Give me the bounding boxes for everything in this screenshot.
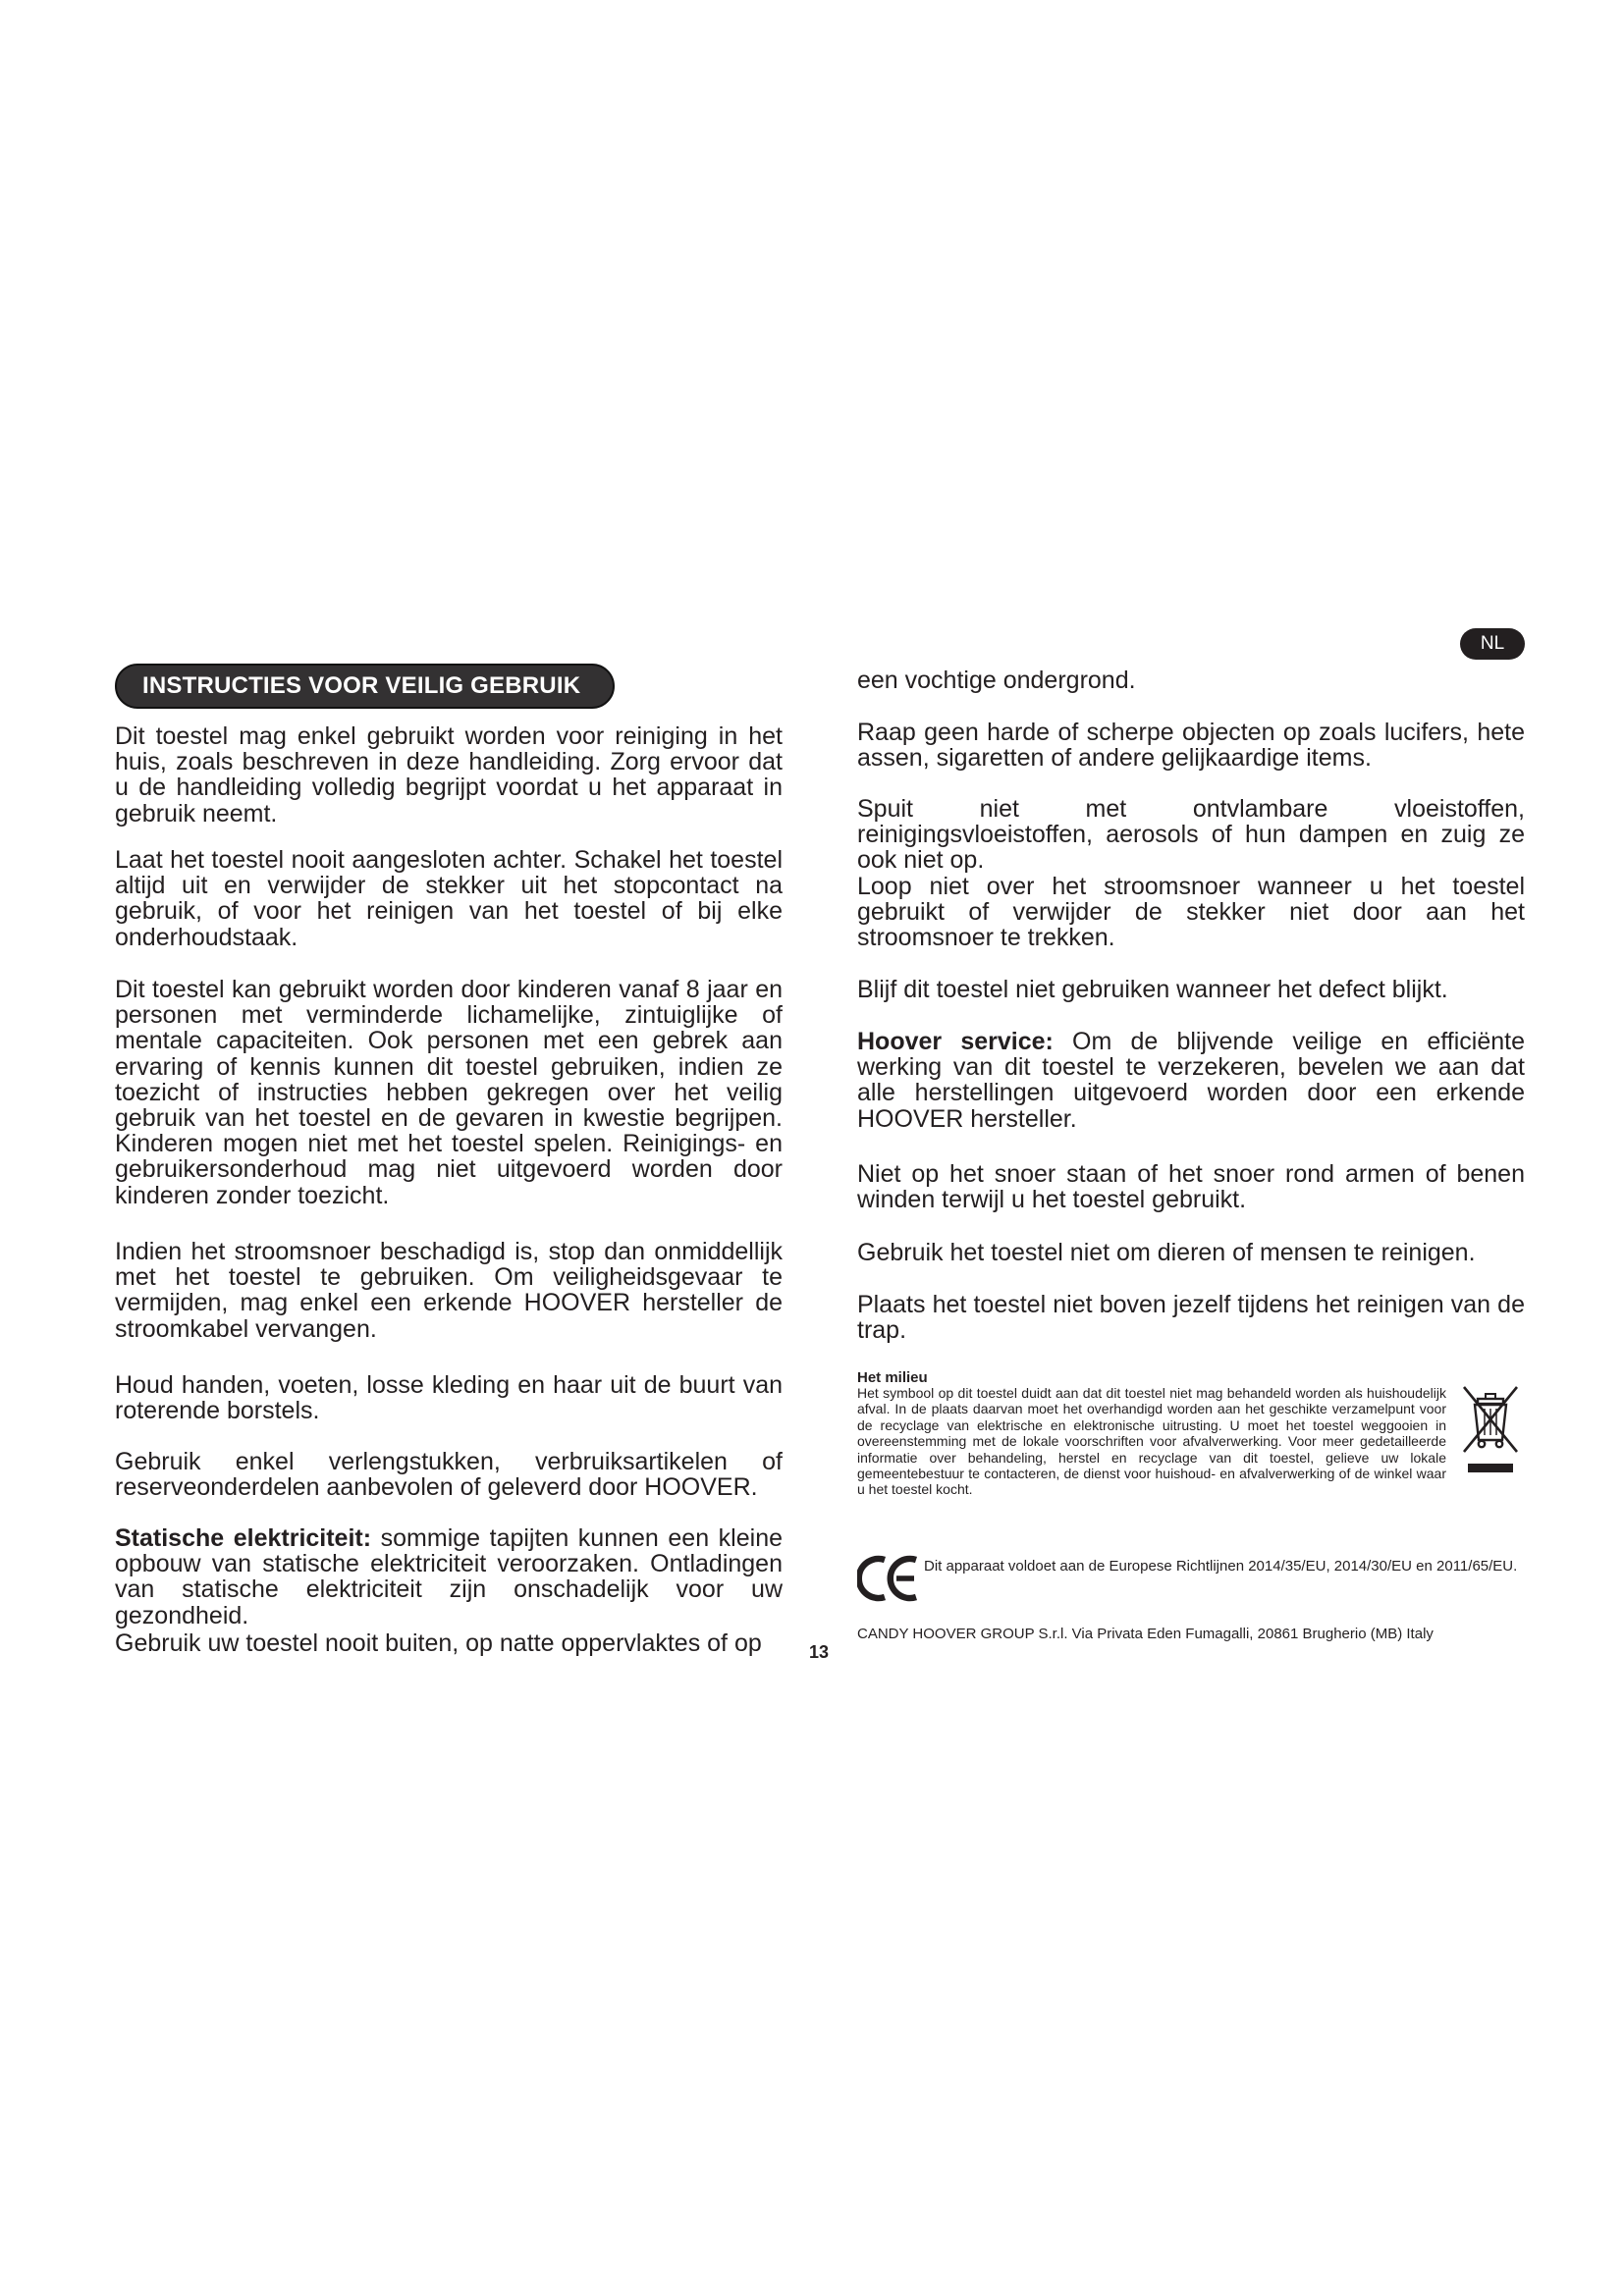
right-paragraph-2: Raap geen harde of scherpe objecten op zoals lucifers, hete assen, sigaretten of andere gelijkaardige items.	[857, 719, 1525, 773]
right-paragraph-3: Spuit niet met ontvlambare vloeistoffen, reinigingsvloeistoffen, aerosols of hun dampen en zuig ze ook niet op.	[857, 795, 1525, 875]
right-paragraph-1: een vochtige ondergrond.	[857, 667, 1136, 694]
right-paragraph-4: Loop niet over het stroomsnoer wanneer u het toestel gebruikt of verwijder de stekker niet door aan het stroomsnoer te trekken.	[857, 873, 1525, 952]
environment-block	[857, 1385, 1525, 1498]
ce-declaration: Dit apparaat voldoet aan de Europese Richtlijnen 2014/35/EU, 2014/30/EU en 2011/65/EU.	[924, 1558, 1518, 1575]
right-paragraph-9: Plaats het toestel niet boven jezelf tijdens het reinigen van de trap.	[857, 1291, 1525, 1345]
static-electricity-heading: Statische elektriciteit:	[115, 1524, 372, 1552]
weee-symbol	[1454, 1383, 1525, 1491]
environment-title: Het milieu	[857, 1369, 928, 1386]
right-paragraph-8: Gebruik het toestel niet om dieren of mensen te reinigen.	[857, 1239, 1476, 1266]
left-paragraph-2: Laat het toestel nooit aangesloten achter. Schakel het toestel altijd uit en verwijder de stekker uit het stopcontact na gebruik, of voor het reinigen van het toestel of bij elke onderhoudstaak.	[115, 846, 783, 951]
section-title: INSTRUCTIES VOOR VEILIG GEBRUIK	[115, 664, 615, 709]
right-paragraph-5: Blijf dit toestel niet gebruiken wanneer het defect blijkt.	[857, 976, 1448, 1003]
language-badge: NL	[1460, 628, 1525, 660]
left-paragraph-8: Gebruik uw toestel nooit buiten, op natte oppervlaktes of op	[115, 1629, 762, 1657]
page-number: 13	[809, 1642, 830, 1662]
static-electricity-text: sommige tapijten kunnen een kleine opbouw van statische elektriciteit veroorzaken. Ontladingen van statische elektriciteit zijn onschadelijk voor uw gezondheid.	[115, 1524, 783, 1629]
left-paragraph-5: Houd handen, voeten, losse kleding en haar uit de buurt van roterende borstels.	[115, 1371, 783, 1425]
ce-mark-icon	[857, 1554, 922, 1603]
right-paragraph-7: Niet op het snoer staan of het snoer rond armen of benen winden terwijl u het toestel gebruikt.	[857, 1160, 1525, 1214]
left-paragraph-6: Gebruik enkel verlengstukken, verbruiksartikelen of reserveonderdelen aanbevolen of geleverd door HOOVER.	[115, 1448, 783, 1502]
hoover-service-text: Om de blijvende veilige en efficiënte werking van dit toestel te verzekeren, bevelen we aan dat alle herstellingen uitgevoerd worden door een erkende HOOVER hersteller.	[857, 1028, 1525, 1133]
right-paragraph-hoover-service	[857, 1029, 1525, 1132]
hoover-service-heading: Hoover service:	[857, 1028, 1054, 1055]
left-paragraph-static-electricity	[115, 1525, 783, 1629]
company-address: CANDY HOOVER GROUP S.r.l. Via Privata Eden Fumagalli, 20861 Brugherio (MB) Italy	[857, 1626, 1434, 1642]
ce-mark	[857, 1554, 922, 1603]
environment-text: Het symbool op dit toestel duidt aan dat dit toestel niet mag behandeld worden als huishoudelijk afval. In de plaats daarvan moet het overhandigd worden aan het geschikte verzamelpunt voor de recyclage van elektrische en elektronische uitrusting. U moet het toestel weggooien in overeenstemming met de lokale voorschriften voor afvalverwerking. Voor meer gedetailleerde informatie over behandeling, herstel en recyclage van dit toestel, gelieve uw lokale gemeentebestuur te contacteren, de dienst voor huishoud- en afvalverwerking of de winkel waar u het toestel kocht.	[857, 1385, 1446, 1498]
crossed-bin-icon	[1454, 1383, 1525, 1491]
left-paragraph-3: Dit toestel kan gebruikt worden door kinderen vanaf 8 jaar en personen met verminderde lichamelijke, zintuiglijke of mentale capaciteiten. Ook personen met een gebrek aan ervaring of kennis kunnen dit toestel gebruiken, indien ze toezicht of instructies hebben gekregen over het veilig gebruik van het toestel en de gevaren in kwestie begrijpen. Kinderen mogen niet met het toestel spelen. Reinigings- en gebruikersonderhoud mag niet uitgevoerd worden door kinderen zonder toezicht.	[115, 976, 783, 1209]
left-paragraph-4: Indien het stroomsnoer beschadigd is, stop dan onmiddellijk met het toestel te gebruiken. Om veiligheidsgevaar te vermijden, mag enkel een erkende HOOVER hersteller de stroomkabel vervangen.	[115, 1238, 783, 1343]
left-paragraph-1: Dit toestel mag enkel gebruikt worden voor reiniging in het huis, zoals beschreven in deze handleiding. Zorg ervoor dat u de handleiding volledig begrijpt voordat u het apparaat in gebruik neemt.	[115, 722, 783, 828]
ce-block	[857, 1554, 1525, 1605]
